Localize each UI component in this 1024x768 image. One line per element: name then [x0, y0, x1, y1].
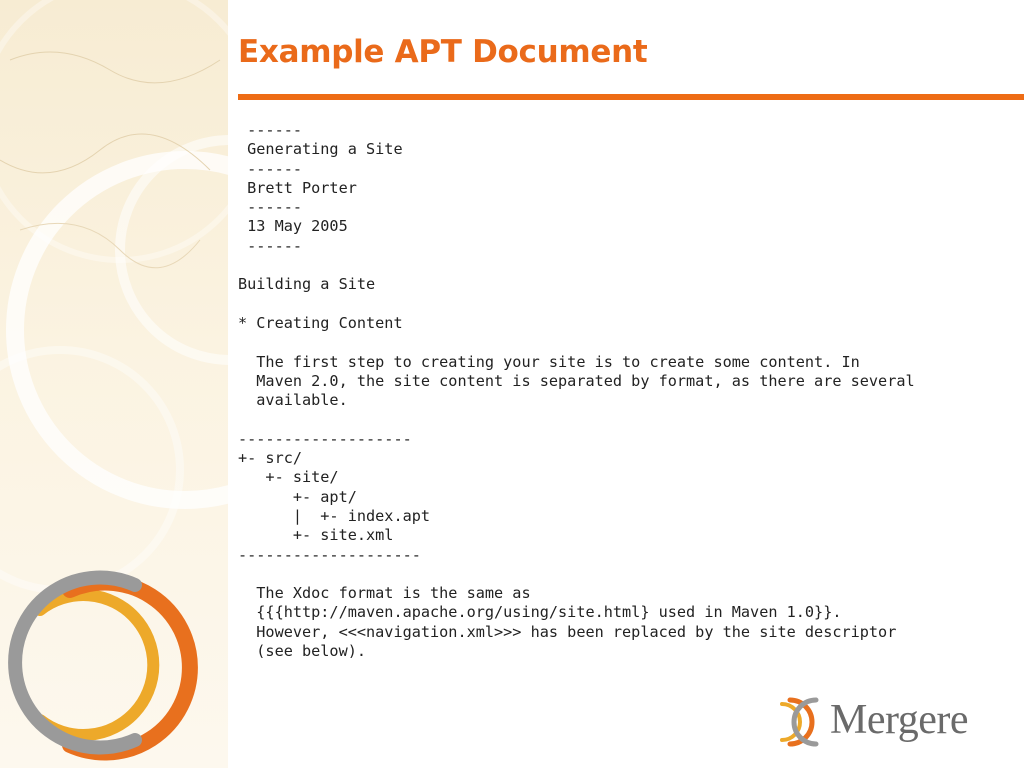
- document-line: The Xdoc format is the same as: [238, 584, 531, 603]
- logo-wordmark: Mergere: [830, 697, 968, 743]
- apt-document-code-block: [238, 121, 915, 661]
- document-line: Brett Porter: [238, 178, 357, 197]
- document-line: ------: [238, 159, 303, 178]
- decorative-swirl-graphic: [0, 0, 228, 768]
- document-line: +- apt/: [238, 487, 357, 506]
- document-line: ------: [238, 198, 303, 217]
- document-line: +- site.xml: [238, 526, 394, 545]
- document-line: -------------------: [238, 429, 412, 448]
- title-divider: [238, 94, 1024, 100]
- document-line: ------: [238, 121, 303, 139]
- document-line: available.: [238, 391, 348, 410]
- mergere-logo: [776, 692, 982, 752]
- document-line: ------: [238, 236, 303, 255]
- document-line: The first step to creating your site is to create some content. In: [238, 352, 860, 371]
- document-line: 13 May 2005: [238, 217, 348, 236]
- document-line: However, <<<navigation.xml>>> has been replaced by the site descriptor: [238, 622, 897, 641]
- document-line: {{{http://maven.apache.org/using/site.html} used in Maven 1.0}}.: [238, 603, 842, 622]
- document-line: +- site/: [238, 468, 339, 487]
- document-line: Building a Site: [238, 275, 376, 294]
- decorative-side-panel: [0, 0, 228, 768]
- mergere-logo-icon: [776, 692, 836, 752]
- document-line: +- src/: [238, 449, 303, 468]
- document-line: Generating a Site: [238, 140, 403, 159]
- document-line: | +- index.apt: [238, 506, 431, 525]
- document-line: * Creating Content: [238, 313, 403, 332]
- document-line: Maven 2.0, the site content is separated by format, as there are several: [238, 371, 915, 390]
- slide-title: Example APT Document: [238, 34, 648, 70]
- document-line: (see below).: [238, 642, 367, 661]
- document-line: --------------------: [238, 545, 421, 564]
